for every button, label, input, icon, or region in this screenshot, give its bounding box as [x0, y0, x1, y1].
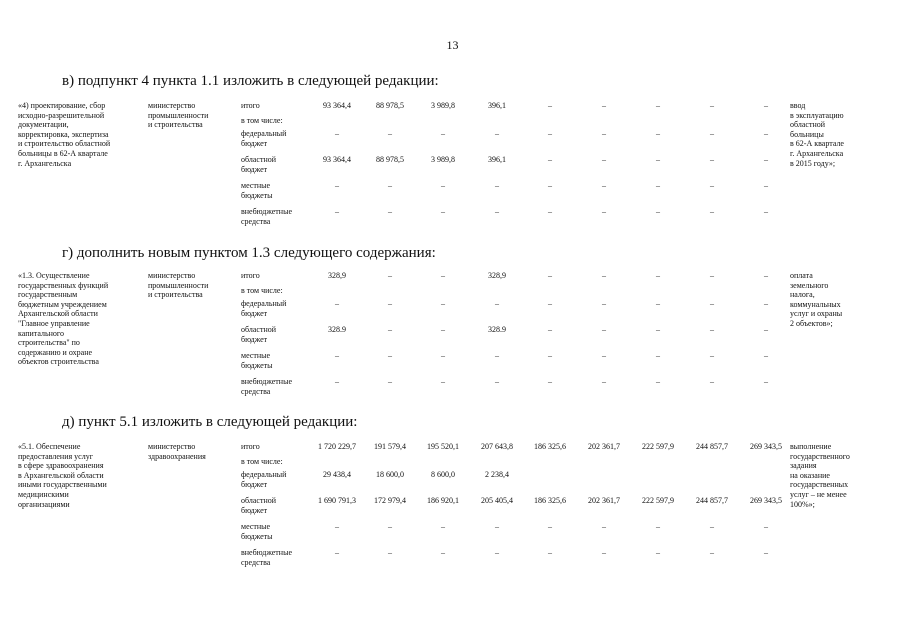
funding-value-cell: 195 520,1 — [427, 442, 459, 451]
funding-value-cell: – — [656, 155, 660, 164]
funding-value-cell: 328.9 — [488, 325, 506, 334]
funding-value-cell: – — [764, 522, 768, 531]
funding-value-cell: – — [548, 271, 552, 280]
funding-value-cell: – — [548, 299, 552, 308]
funding-value-cell: – — [388, 271, 392, 280]
funding-value-cell: – — [388, 181, 392, 190]
measure-description: «1.3. Осуществление государственных функций государственным бюджетным учреждением Архангельской области "Главное управление капитального строительства" по содержанию и охране объектов строительства — [18, 271, 109, 367]
funding-value-cell: – — [764, 548, 768, 557]
funding-value-cell: 328.9 — [328, 325, 346, 334]
funding-value-cell: – — [495, 181, 499, 190]
funding-source-label: внебюджетные средства — [241, 548, 292, 567]
funding-value-cell: – — [764, 155, 768, 164]
funding-source-label: местные бюджеты — [241, 181, 273, 200]
funding-value-cell: – — [602, 181, 606, 190]
funding-value-cell: – — [710, 548, 714, 557]
funding-value-cell: 328,9 — [488, 271, 506, 280]
funding-value-cell: – — [710, 299, 714, 308]
funding-value-cell: – — [441, 181, 445, 190]
funding-value-cell: – — [548, 548, 552, 557]
funding-value-cell: – — [495, 522, 499, 531]
funding-value-cell: 269 343,5 — [750, 496, 782, 505]
funding-source-label: областной бюджет — [241, 496, 277, 515]
responsible-executor: министерство промышленности и строительства — [148, 101, 209, 130]
funding-value-cell: – — [548, 101, 552, 110]
funding-value-cell: – — [656, 101, 660, 110]
funding-source-label: итого — [241, 442, 260, 451]
funding-value-cell: – — [602, 101, 606, 110]
funding-value-cell: – — [710, 181, 714, 190]
funding-value-cell: 3 989,8 — [431, 101, 455, 110]
funding-value-cell: – — [335, 207, 339, 216]
funding-value-cell: – — [656, 351, 660, 360]
funding-value-cell: 1 690 791,3 — [318, 496, 356, 505]
funding-value-cell: – — [710, 207, 714, 216]
funding-value-cell: 207 643,8 — [481, 442, 513, 451]
funding-value-cell: 93 364,4 — [323, 101, 351, 110]
funding-value-cell: – — [441, 299, 445, 308]
funding-value-cell: 8 600,0 — [431, 470, 455, 479]
funding-value-cell: – — [764, 377, 768, 386]
funding-value-cell: – — [495, 377, 499, 386]
funding-value-cell: 244 857,7 — [696, 496, 728, 505]
funding-value-cell: – — [602, 271, 606, 280]
funding-value-cell: – — [548, 155, 552, 164]
funding-value-cell: – — [656, 522, 660, 531]
funding-value-cell: 1 720 229,7 — [318, 442, 356, 451]
funding-value-cell: 88 978,5 — [376, 101, 404, 110]
funding-value-cell: – — [764, 351, 768, 360]
funding-value-cell: – — [335, 522, 339, 531]
funding-value-cell: – — [548, 351, 552, 360]
section-heading-d: д) пункт 5.1 изложить в следующей редакции: — [62, 414, 358, 430]
funding-value-cell: – — [335, 181, 339, 190]
section-heading-g: г) дополнить новым пунктом 1.3 следующего содержания: — [62, 245, 436, 261]
funding-value-cell: – — [335, 299, 339, 308]
funding-value-cell: – — [388, 548, 392, 557]
funding-value-cell: – — [441, 325, 445, 334]
funding-value-cell: – — [441, 271, 445, 280]
expected-result: выполнение государственного задания на оказание государственных услуг – не менее 100%»; — [790, 442, 850, 509]
funding-value-cell: 186 325,6 — [534, 442, 566, 451]
funding-value-cell: – — [335, 129, 339, 138]
funding-source-label: областной бюджет — [241, 325, 277, 344]
funding-value-cell: – — [548, 325, 552, 334]
funding-value-cell: – — [656, 129, 660, 138]
measure-description: «5.1. Обеспечение предоставления услуг в сфере здравоохранения в Архангельской области иными государственными медицинскими организациями — [18, 442, 107, 509]
funding-value-cell: – — [602, 155, 606, 164]
funding-value-cell: – — [495, 299, 499, 308]
funding-value-cell: – — [764, 207, 768, 216]
funding-source-label: федеральный бюджет — [241, 129, 287, 148]
funding-value-cell: 172 979,4 — [374, 496, 406, 505]
funding-value-cell: – — [388, 522, 392, 531]
funding-source-label: местные бюджеты — [241, 351, 273, 370]
funding-value-cell: – — [710, 522, 714, 531]
funding-value-cell: – — [441, 207, 445, 216]
funding-value-cell: – — [656, 325, 660, 334]
funding-source-label: в том числе: — [241, 286, 283, 295]
responsible-executor: министерство здравоохранения — [148, 442, 206, 461]
measure-description: «4) проектирование, сбор исходно-разрешительной документации, корректировка, экспертиза и строительство областной больницы в 62-А квартале г. Архангельска — [18, 101, 111, 168]
responsible-executor: министерство промышленности и строительства — [148, 271, 209, 300]
funding-value-cell: – — [656, 181, 660, 190]
funding-value-cell: 396,1 — [488, 101, 506, 110]
funding-value-cell: – — [602, 207, 606, 216]
funding-value-cell: – — [548, 522, 552, 531]
funding-source-label: внебюджетные средства — [241, 207, 292, 226]
funding-value-cell: – — [656, 271, 660, 280]
funding-source-label: внебюджетные средства — [241, 377, 292, 396]
funding-value-cell: – — [441, 377, 445, 386]
funding-source-label: областной бюджет — [241, 155, 277, 174]
funding-value-cell: – — [441, 129, 445, 138]
funding-value-cell: 244 857,7 — [696, 442, 728, 451]
funding-value-cell: – — [764, 101, 768, 110]
funding-value-cell: 191 579,4 — [374, 442, 406, 451]
funding-value-cell: 202 361,7 — [588, 496, 620, 505]
funding-source-label: в том числе: — [241, 457, 283, 466]
funding-value-cell: – — [441, 522, 445, 531]
funding-value-cell: – — [710, 101, 714, 110]
funding-value-cell: – — [764, 129, 768, 138]
funding-value-cell: – — [656, 548, 660, 557]
funding-value-cell: 222 597,9 — [642, 442, 674, 451]
funding-value-cell: 18 600,0 — [376, 470, 404, 479]
funding-value-cell: 2 238,4 — [485, 470, 509, 479]
expected-result: ввод в эксплуатацию областной больницы в 62-А квартале г. Архангельска в 2015 году»; — [790, 101, 844, 168]
funding-value-cell: – — [710, 155, 714, 164]
funding-value-cell: – — [388, 377, 392, 386]
funding-value-cell: – — [602, 299, 606, 308]
funding-value-cell: 205 405,4 — [481, 496, 513, 505]
funding-value-cell: – — [495, 548, 499, 557]
funding-value-cell: – — [710, 271, 714, 280]
funding-value-cell: 269 343,5 — [750, 442, 782, 451]
funding-value-cell: – — [548, 129, 552, 138]
section-heading-v: в) подпункт 4 пункта 1.1 изложить в следующей редакции: — [62, 73, 439, 89]
funding-value-cell: 3 989,8 — [431, 155, 455, 164]
funding-value-cell: – — [388, 129, 392, 138]
funding-value-cell: – — [495, 351, 499, 360]
funding-value-cell: – — [495, 207, 499, 216]
funding-value-cell: – — [388, 325, 392, 334]
page-number: 13 — [446, 38, 459, 52]
funding-value-cell: – — [602, 548, 606, 557]
funding-value-cell: – — [602, 522, 606, 531]
funding-value-cell: – — [710, 351, 714, 360]
funding-value-cell: 222 597,9 — [642, 496, 674, 505]
funding-value-cell: – — [335, 377, 339, 386]
funding-value-cell: – — [441, 351, 445, 360]
expected-result: оплата земельного налога, коммунальных услуг и охраны 2 объектов»; — [790, 271, 843, 328]
funding-value-cell: – — [602, 351, 606, 360]
funding-value-cell: 29 438,4 — [323, 470, 351, 479]
funding-value-cell: – — [656, 207, 660, 216]
funding-value-cell: – — [548, 207, 552, 216]
funding-value-cell: 93 364,4 — [323, 155, 351, 164]
funding-value-cell: 202 361,7 — [588, 442, 620, 451]
funding-source-label: итого — [241, 271, 260, 280]
funding-source-label: местные бюджеты — [241, 522, 273, 541]
funding-value-cell: – — [710, 377, 714, 386]
funding-value-cell: – — [495, 129, 499, 138]
funding-value-cell: – — [388, 299, 392, 308]
funding-value-cell: 186 325,6 — [534, 496, 566, 505]
funding-source-label: федеральный бюджет — [241, 299, 287, 318]
funding-source-label: в том числе: — [241, 116, 283, 125]
funding-value-cell: 88 978,5 — [376, 155, 404, 164]
funding-value-cell: – — [335, 351, 339, 360]
funding-value-cell: 396,1 — [488, 155, 506, 164]
funding-value-cell: – — [388, 207, 392, 216]
funding-value-cell: – — [335, 548, 339, 557]
funding-value-cell: – — [602, 377, 606, 386]
funding-value-cell: 186 920,1 — [427, 496, 459, 505]
funding-value-cell: – — [388, 351, 392, 360]
funding-value-cell: – — [764, 325, 768, 334]
funding-value-cell: – — [710, 325, 714, 334]
funding-value-cell: – — [764, 181, 768, 190]
funding-value-cell: – — [656, 299, 660, 308]
funding-value-cell: – — [602, 129, 606, 138]
funding-value-cell: – — [710, 129, 714, 138]
funding-value-cell: 328,9 — [328, 271, 346, 280]
funding-value-cell: – — [548, 377, 552, 386]
funding-value-cell: – — [548, 181, 552, 190]
funding-value-cell: – — [602, 325, 606, 334]
funding-source-label: итого — [241, 101, 260, 110]
funding-value-cell: – — [441, 548, 445, 557]
funding-value-cell: – — [656, 377, 660, 386]
funding-value-cell: – — [764, 271, 768, 280]
funding-source-label: федеральный бюджет — [241, 470, 287, 489]
funding-value-cell: – — [764, 299, 768, 308]
